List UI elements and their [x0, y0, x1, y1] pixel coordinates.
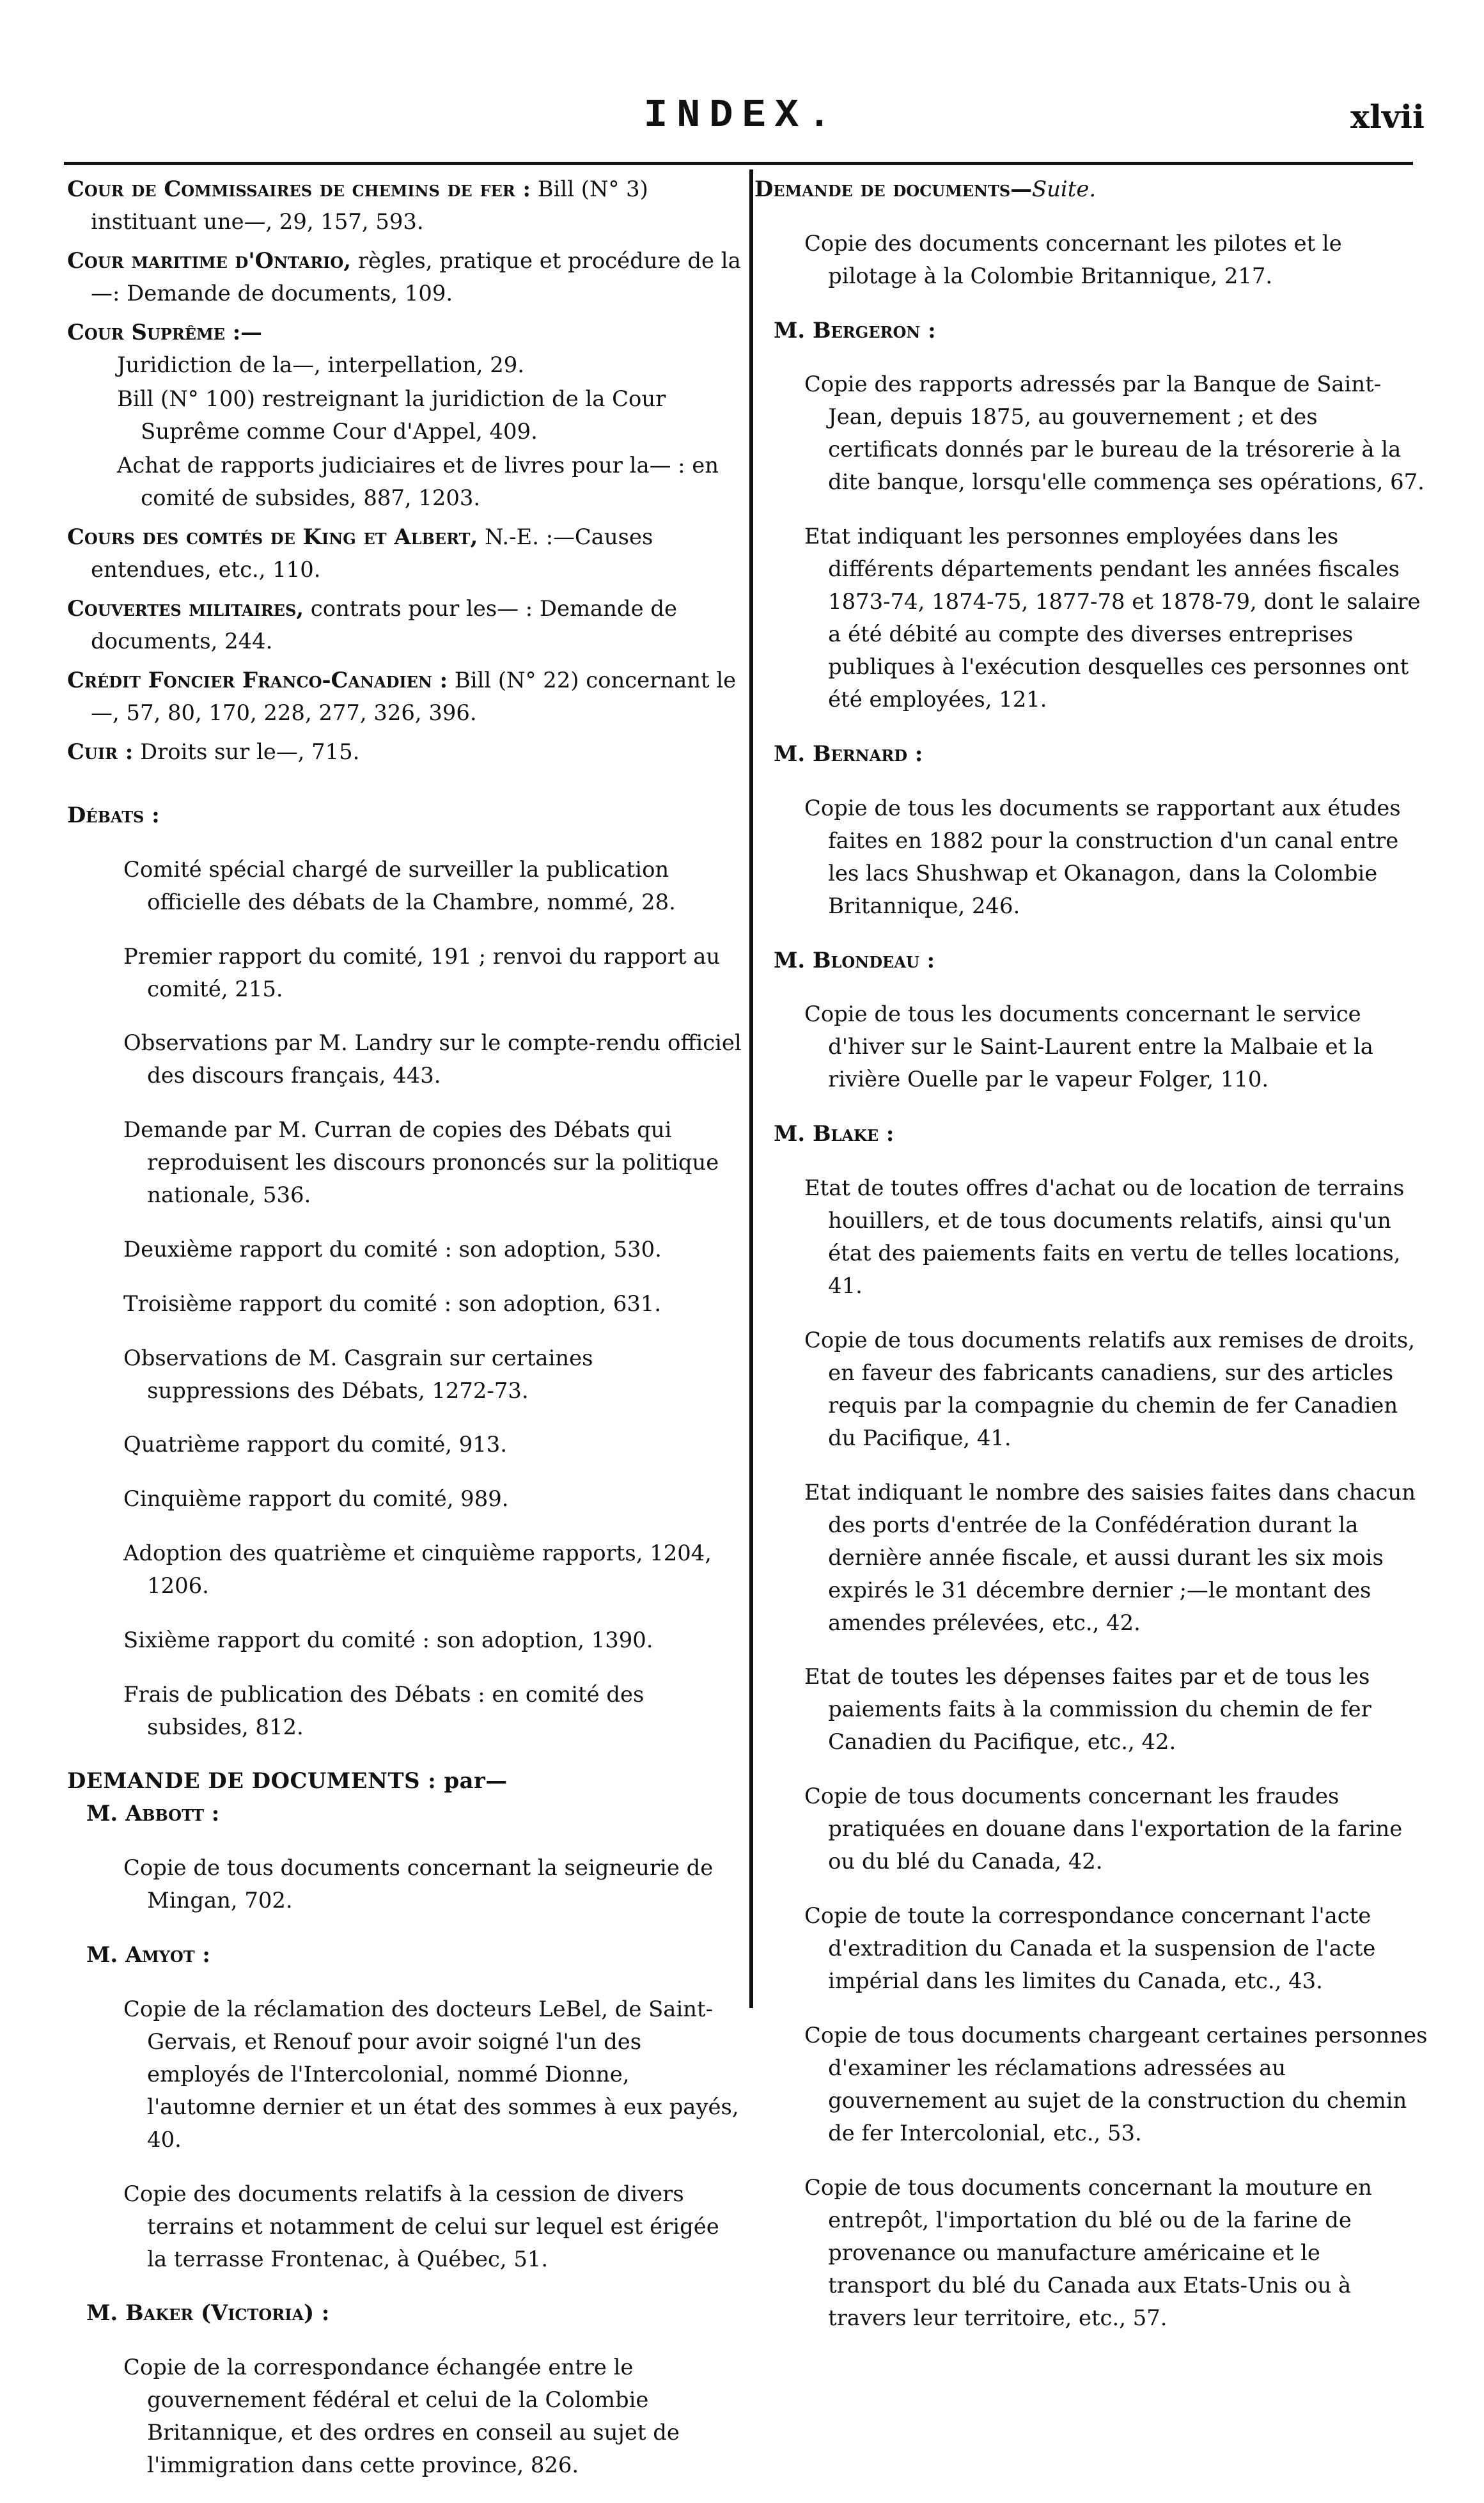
index-member: M. Abbott :: [86, 1800, 220, 1826]
index-subentry: Troisième rapport du comité : son adoption, 631.: [123, 1291, 662, 1316]
index-subentry: Demande par M. Curran de copies des Débats qui reproduisent les discours prononcés sur la politique nationale, 536.: [123, 1117, 719, 1208]
index-subentry: Copie de tous documents concernant la mouture en entrepôt, l'importation du blé ou de la farine de provenance ou manufacture américaine et le transport du blé du Canada aux Etats-Unis ou à travers leur territoire, etc., 57.: [804, 2174, 1372, 2330]
index-subentry: Copie de la réclamation des docteurs LeBel, de Saint-Gervais, et Renouf pour avoir soigné l'un des employés de l'Intercolonial, nommé Dionne, l'automne dernier et un état des sommes à eux payés, 40.: [123, 1996, 739, 2152]
index-subentry: Copie de tous les documents concernant le service d'hiver sur le Saint-Laurent entre la Malbaie et la rivière Ouelle par le vapeur Folger, 110.: [804, 1001, 1373, 1092]
page-number: xlvii: [1350, 98, 1425, 136]
index-subentry: Copie de la correspondance échangée entre le gouvernement fédéral et celui de la Colombie Britannique, et des ordres en conseil au sujet de l'immigration dans cette province, 826.: [123, 2355, 680, 2478]
index-subentry: Copie de tous documents concernant la seigneurie de Mingan, 702.: [123, 1855, 714, 1913]
index-subentry: Quatrième rapport du comité, 913.: [123, 1432, 507, 1457]
page-title: INDEX.: [643, 93, 841, 138]
index-subentry: Sixième rapport du comité : son adoption, 1390.: [123, 1627, 653, 1652]
index-subentry: Cinquième rapport du comité, 989.: [123, 1486, 509, 1512]
right-column: [754, 173, 1429, 2355]
index-heading: Débats :: [67, 802, 160, 828]
page-header: [0, 93, 1484, 150]
index-entry: Cour de Commissaires de chemins de fer : Bill (N° 3) instituant une—, 29, 157, 593.: [67, 176, 648, 234]
index-subentry: Comité spécial chargé de surveiller la publication officielle des débats de la Chambre, nommé, 28.: [123, 856, 676, 914]
index-entry: Cours des comtés de King et Albert, N.-E. :—Causes entendues, etc., 110.: [67, 524, 653, 582]
index-subentry: Copie des rapports adressés par la Banque de Saint-Jean, depuis 1875, au gouvernement ; et des certificats donnés par le bureau de la trésorerie à la dite banque, lorsqu'elle commença ses opérations, 67.: [804, 372, 1425, 495]
index-subentry: Deuxième rapport du comité : son adoption, 530.: [123, 1236, 662, 1262]
index-subentry: Copie de toute la correspondance concernant l'acte d'extradition du Canada et la suspension de l'acte impérial dans les limites du Canada, etc., 43.: [804, 1903, 1376, 1993]
header-rule: [64, 162, 1413, 165]
index-entry: Cuir : Droits sur le—, 715.: [67, 739, 360, 764]
index-subentry: Juridiction de la—, interpellation, 29.: [117, 352, 524, 377]
index-member: M. Bergeron :: [774, 317, 936, 343]
index-member: M. Bernard :: [774, 740, 923, 766]
index-heading: DEMANDE DE DOCUMENTS : par—: [67, 1768, 508, 1794]
index-subentry: Etat indiquant les personnes employées dans les différents départements pendant les années fiscales 1873-74, 1874-75, 1877-78 et 1878-79, dont le salaire a été débité au compte des diverses entreprises publiques à l'exécution desquelles ces personnes ont été employées, 121.: [804, 524, 1421, 712]
index-heading: Cour Suprême :—: [67, 319, 262, 345]
index-subentry: Etat de toutes les dépenses faites par et de tous les paiements faits à la commission du chemin de fer Canadien du Pacifique, etc., 42.: [804, 1664, 1371, 1755]
index-entry: Couvertes militaires, contrats pour les— : Demande de documents, 244.: [67, 595, 677, 654]
index-member: M. Baker (Victoria) :: [86, 2300, 330, 2326]
index-subentry: Copie des documents relatifs à la cession de divers terrains et notamment de celui sur lequel est érigée la terrasse Frontenac, à Québec, 51.: [123, 2181, 719, 2272]
index-subentry: Bill (N° 100) restreignant la juridiction de la Cour Suprême comme Cour d'Appel, 409.: [117, 386, 666, 444]
continuation-heading: Demande de documents—Suite.: [754, 176, 1097, 201]
index-subentry: Achat de rapports judiciaires et de livres pour la— : en comité de subsides, 887, 1203.: [117, 453, 719, 510]
index-subentry: Copie de tous les documents se rapportant aux études faites en 1882 pour la construction d'un canal entre les lacs Shushwap et Okanagon, dans la Colombie Britannique, 246.: [804, 795, 1401, 918]
index-subentry: Frais de publication des Débats : en comité des subsides, 812.: [123, 1681, 644, 1739]
index-subentry: Premier rapport du comité, 191 ; renvoi du rapport au comité, 215.: [123, 943, 721, 1001]
index-subentry: Etat indiquant le nombre des saisies faites dans chacun des ports d'entrée de la Confédération durant la dernière année fiscale, et aussi durant les six mois expirés le 31 décembre dernier ;—le montant des amendes prélevées, etc., 42.: [804, 1479, 1416, 1635]
index-entry: Crédit Foncier Franco-Canadien : Bill (N° 22) concernant le—, 57, 80, 170, 228, 277, 326, 396.: [67, 667, 737, 725]
index-subentry: Observations par M. Landry sur le compte-rendu officiel des discours français, 443.: [123, 1030, 742, 1088]
index-member: M. Blondeau :: [774, 946, 935, 973]
index-subentry: Observations de M. Casgrain sur certaines suppressions des Débats, 1272-73.: [123, 1345, 593, 1403]
index-subentry: Copie de tous documents concernant les fraudes pratiquées en douane dans l'exportation de la farine ou du blé du Canada, 42.: [804, 1784, 1403, 1874]
index-member: M. Amyot :: [86, 1941, 210, 1967]
index-subentry: Adoption des quatrième et cinquième rapports, 1204, 1206.: [123, 1540, 712, 1598]
index-member: M. Blake :: [774, 1120, 894, 1147]
column-divider: [749, 169, 753, 2008]
left-column: [67, 173, 742, 2503]
index-subentry: Copie des documents concernant les pilotes et le pilotage à la Colombie Britannique, 217.: [804, 230, 1342, 288]
index-subentry: Etat de toutes offres d'achat ou de location de terrains houillers, et de tous documents relatifs, ainsi qu'un état des paiements faits en vertu de telles locations, 41.: [804, 1175, 1405, 1298]
index-subentry: Copie de tous documents relatifs aux remises de droits, en faveur des fabricants canadiens, sur des articles requis par la compagnie du chemin de fer Canadien du Pacifique, 41.: [804, 1327, 1415, 1450]
index-entry: Cour maritime d'Ontario, règles, pratique et procédure de la—: Demande de documents, 109.: [67, 247, 741, 306]
index-subentry: Copie de tous documents chargeant certaines personnes d'examiner les réclamations adressées au gouvernement au sujet de la construction du chemin de fer Intercolonial, etc., 53.: [804, 2022, 1428, 2146]
